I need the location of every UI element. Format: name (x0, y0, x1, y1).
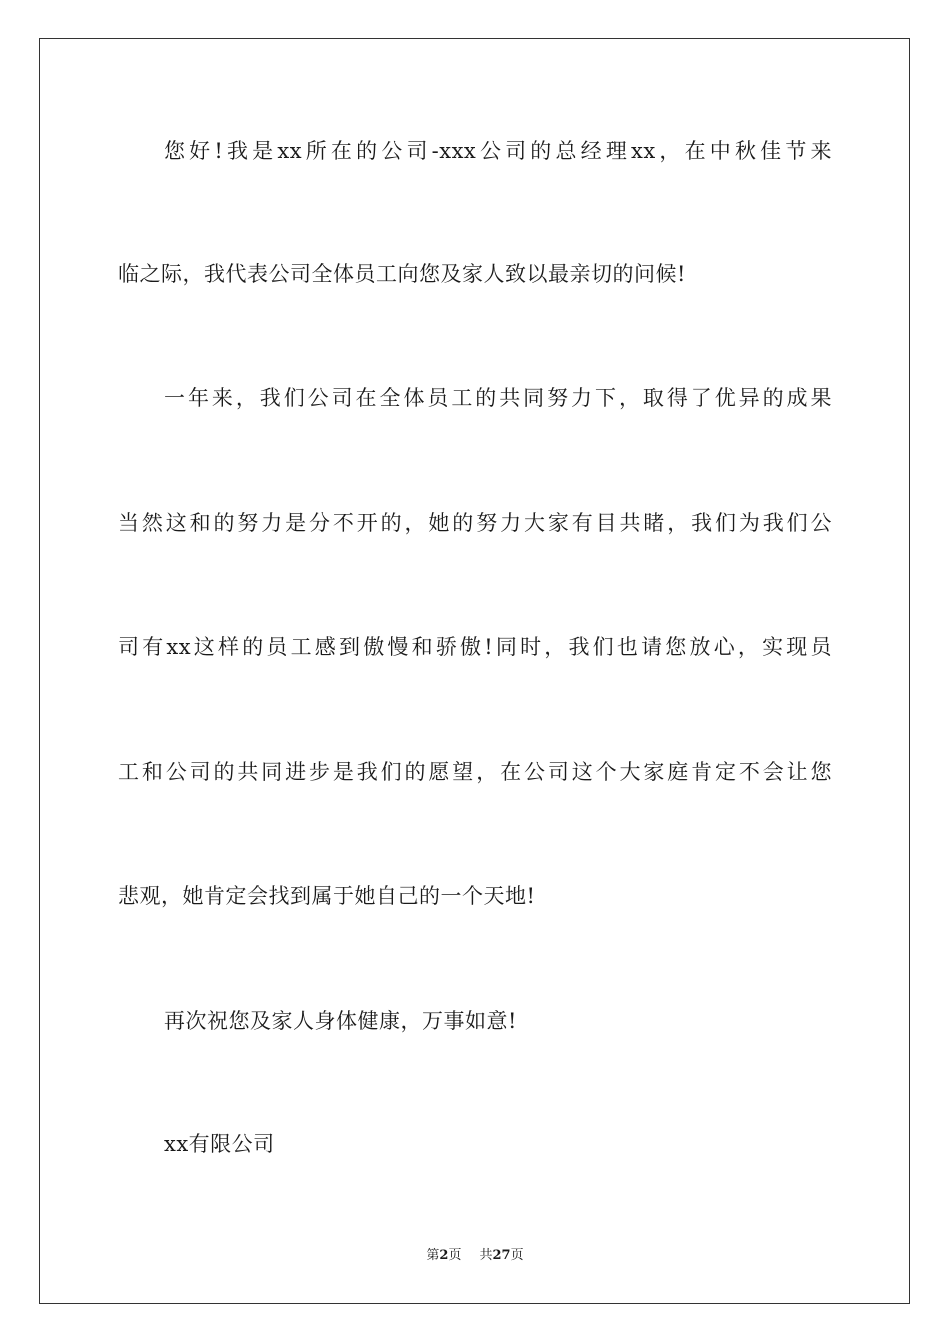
body-line-5: 司有xx这样的员工感到傲慢和骄傲!同时，我们也请您放心，实现员 (118, 635, 832, 659)
footer-total-prefix: 共 (479, 1248, 493, 1263)
footer-page-suffix: 页 (448, 1248, 462, 1263)
body-line-7: 悲观，她肯定会找到属于她自己的一个天地! (118, 884, 536, 908)
footer-total-pages: 27 (492, 1248, 511, 1263)
body-line-4: 当然这和的努力是分不开的，她的努力大家有目共睹，我们为我们公 (118, 511, 832, 535)
body-line-6: 工和公司的共同进步是我们的愿望，在公司这个大家庭肯定不会让您 (118, 760, 832, 784)
page-frame (39, 38, 910, 1304)
body-line-8: 再次祝您及家人身体健康，万事如意! (164, 1009, 517, 1033)
body-line-1: 您好!我是xx所在的公司-xxx公司的总经理xx，在中秋佳节来 (164, 139, 832, 163)
footer-page-number: 2 (439, 1248, 449, 1263)
footer-total-suffix: 页 (510, 1248, 524, 1263)
signature-line: xx有限公司 (164, 1132, 275, 1156)
body-line-3: 一年来，我们公司在全体员工的共同努力下，取得了优异的成果 (164, 386, 832, 410)
footer-page-prefix: 第 (426, 1248, 440, 1263)
body-line-2: 临之际，我代表公司全体员工向您及家人致以最亲切的问候! (118, 262, 686, 286)
page-footer (0, 1247, 950, 1265)
